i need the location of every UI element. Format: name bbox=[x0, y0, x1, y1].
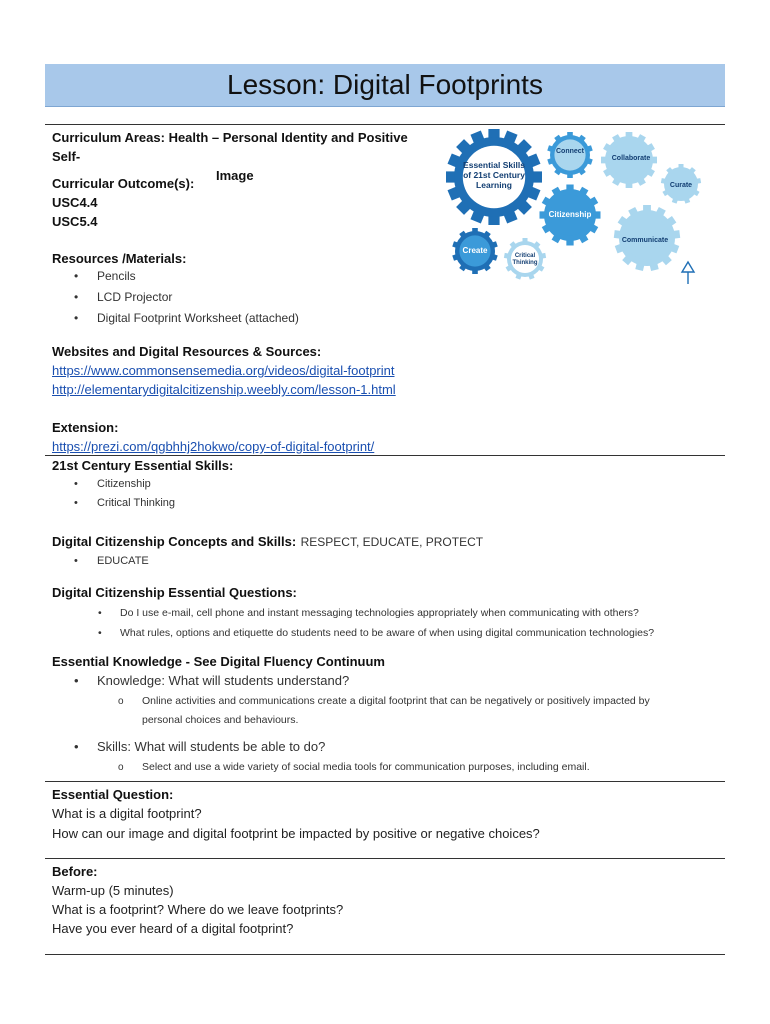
skills-heading: • Skills: What will students be able to do? bbox=[52, 736, 752, 758]
gear-hub bbox=[511, 245, 539, 273]
websites-label: Websites and Digital Resources & Sources: bbox=[52, 344, 322, 359]
skills-list bbox=[52, 736, 752, 758]
before-label: Before: bbox=[52, 864, 98, 879]
knowledge-heading: • Knowledge: What will students understand? bbox=[52, 670, 752, 692]
divider bbox=[45, 455, 725, 456]
gear-label-center-1: Essential Skills bbox=[463, 160, 525, 170]
outcome-item: USC5.4 bbox=[52, 214, 98, 229]
extension-section bbox=[52, 418, 374, 456]
list-item: • Pencils bbox=[52, 266, 432, 287]
gear-label-citizenship: Citizenship bbox=[548, 210, 592, 219]
curricular-outcomes bbox=[52, 174, 194, 231]
divider bbox=[45, 858, 725, 859]
dc-essential-questions-section bbox=[52, 584, 752, 643]
essential-question-line: How can our image and digital footprint be impacted by positive or negative choices? bbox=[52, 826, 540, 841]
essential-skills-list bbox=[52, 475, 233, 513]
websites-section bbox=[52, 342, 396, 399]
essential-question-line: What is a digital footprint? bbox=[52, 806, 202, 821]
list-item: • What rules, options and etiquette do students need to be aware of when using digital communication technologies? bbox=[52, 623, 752, 643]
link-commonsense[interactable]: https://www.commonsensemedia.org/videos/digital-footprint bbox=[52, 363, 395, 378]
essential-skills-section bbox=[52, 457, 233, 513]
outcomes-label: Curricular Outcome(s): bbox=[52, 176, 195, 191]
concepts-value: RESPECT, EDUCATE, PROTECT bbox=[300, 535, 484, 549]
list-item: • EDUCATE bbox=[52, 552, 483, 571]
before-line: Have you ever heard of a digital footprint? bbox=[52, 921, 294, 936]
divider bbox=[45, 781, 725, 782]
title-bar bbox=[45, 64, 725, 107]
gear-label-curate: Curate bbox=[669, 182, 693, 189]
concepts-list bbox=[52, 552, 483, 571]
curriculum-value: Health – Personal Identity and Positive Self- bbox=[52, 130, 408, 164]
dc-questions-label: Digital Citizenship Essential Questions: bbox=[52, 585, 297, 600]
link-elementary[interactable]: http://elementarydigitalcitizenship.weebly.com/lesson-1.html bbox=[52, 382, 396, 397]
resources-label: Resources /Materials: bbox=[52, 251, 187, 266]
before-section bbox=[52, 862, 343, 938]
gear-label-connect: Connect bbox=[556, 148, 584, 155]
gear-connect-icon bbox=[547, 132, 592, 178]
list-item: o Online activities and communications create a digital footprint that can be negatively or positively impacted by personal choices and behaviours. bbox=[52, 692, 752, 730]
essential-skills-label: 21st Century Essential Skills: bbox=[52, 458, 234, 473]
list-item: • Citizenship bbox=[52, 475, 233, 494]
gear-label-center-3: Learning bbox=[476, 180, 512, 190]
divider bbox=[45, 954, 725, 955]
skills-sublist bbox=[52, 758, 752, 777]
outcome-item: USC4.4 bbox=[52, 195, 98, 210]
before-line: Warm-up (5 minutes) bbox=[52, 883, 174, 898]
gear-label-create: Create bbox=[462, 246, 488, 255]
knowledge-label: Essential Knowledge - See Digital Fluency Continuum bbox=[52, 654, 385, 669]
resources-list bbox=[52, 266, 432, 329]
page-title: Lesson: Digital Footprints bbox=[227, 69, 543, 100]
link-prezi[interactable]: https://prezi.com/qgbhhj2hokwo/copy-of-digital-footprint/ bbox=[52, 439, 375, 454]
list-item: o Select and use a wide variety of social media tools for communication purposes, including email. bbox=[52, 758, 752, 777]
gear-hub bbox=[554, 139, 585, 170]
gear-label-communicate: Communicate bbox=[621, 237, 669, 244]
knowledge-section bbox=[52, 653, 752, 777]
essential-question-label: Essential Question: bbox=[52, 787, 174, 802]
list-item: • Digital Footprint Worksheet (attached) bbox=[52, 308, 432, 329]
dc-questions-list bbox=[52, 603, 752, 643]
list-item: • Do I use e-mail, cell phone and instant messaging technologies appropriately when communicating with others? bbox=[52, 603, 752, 623]
extension-label: Extension: bbox=[52, 420, 119, 435]
list-item: • Critical Thinking bbox=[52, 494, 233, 513]
gear-label-center-2: of 21st Century bbox=[463, 170, 525, 180]
list-item: • LCD Projector bbox=[52, 287, 432, 308]
essential-question-section bbox=[52, 785, 540, 844]
essential-skills-gears-graphic bbox=[442, 120, 712, 290]
curriculum-label: Curriculum Areas: bbox=[52, 130, 165, 145]
curriculum-value-cont: Image bbox=[216, 168, 254, 183]
gear-label-collaborate: Collaborate bbox=[611, 155, 651, 162]
resources-section bbox=[52, 249, 432, 329]
knowledge-sublist bbox=[52, 692, 752, 730]
concepts-label: Digital Citizenship Concepts and Skills: bbox=[52, 534, 297, 549]
knowledge-list bbox=[52, 670, 752, 692]
gear-label-critical: Critical bbox=[514, 253, 536, 259]
before-line: What is a footprint? Where do we leave footprints? bbox=[52, 902, 344, 917]
logo-icon bbox=[682, 262, 694, 284]
gear-label-thinking: Thinking bbox=[512, 260, 538, 266]
concepts-section bbox=[52, 533, 483, 571]
